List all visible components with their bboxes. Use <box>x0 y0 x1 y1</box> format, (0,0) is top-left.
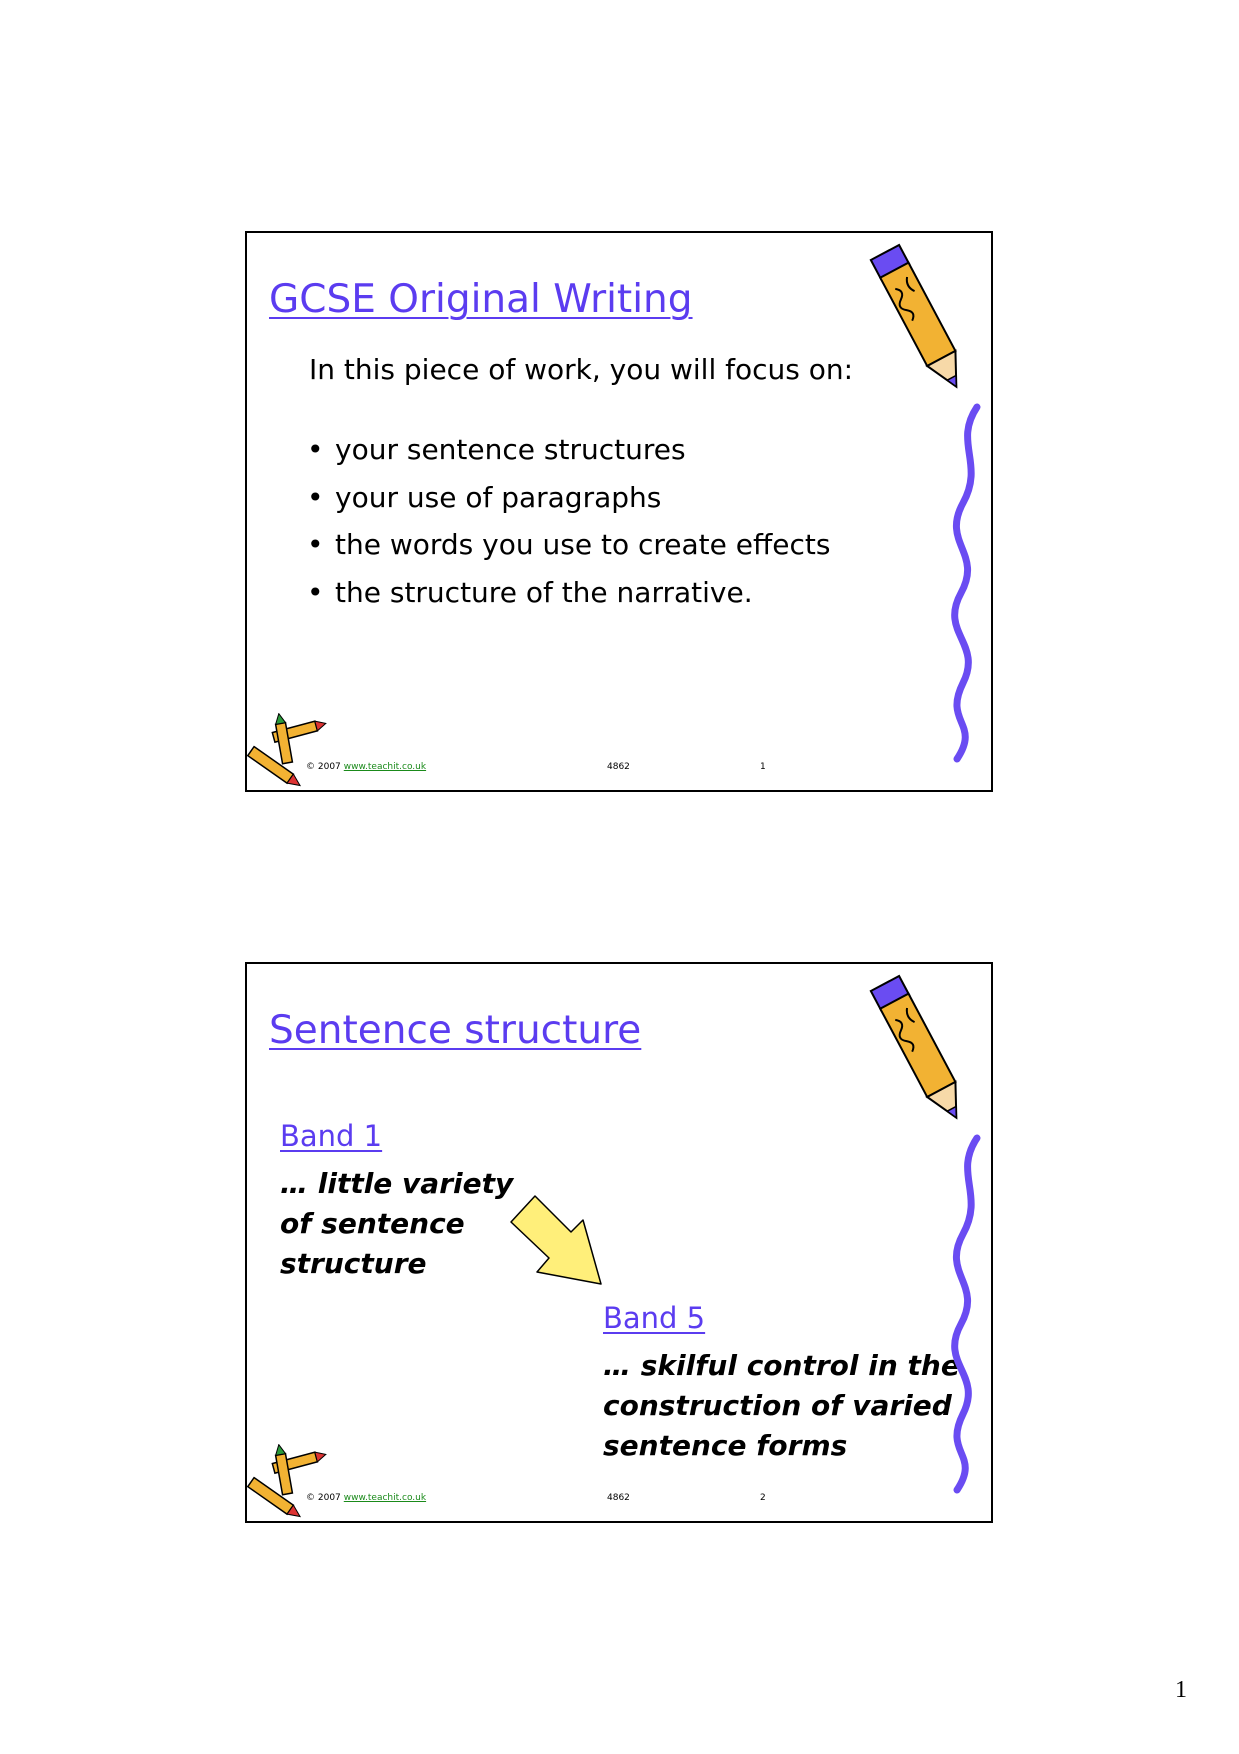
crayons-icon <box>247 713 337 788</box>
pencil-icon <box>867 235 977 405</box>
bullet-text: your sentence structures <box>335 433 686 466</box>
list-item: • the words you use to create effects <box>307 528 831 561</box>
slide-2 <box>245 962 993 1523</box>
bullet-text: your use of paragraphs <box>335 480 662 514</box>
squiggle-decoration <box>949 403 989 763</box>
band-1-description: … little variety of sentence structure <box>280 1167 514 1280</box>
arrow-icon <box>509 1192 609 1292</box>
slide-number: 1 <box>760 762 766 772</box>
slide-title: GCSE Original Writing <box>269 277 693 322</box>
squiggle-decoration <box>949 1134 989 1494</box>
pencil-icon <box>867 966 977 1136</box>
list-item: • your sentence structures <box>307 433 686 466</box>
band-5-label: Band 5 <box>603 1301 706 1335</box>
band-1-label: Band 1 <box>280 1119 383 1153</box>
teachit-link[interactable]: www.teachit.co.uk <box>343 1493 427 1503</box>
list-item: • your use of paragraphs <box>307 480 662 514</box>
slide-1 <box>245 231 993 792</box>
resource-code: 4862 <box>607 1493 630 1503</box>
bullet-text: the words you use to create effects <box>335 528 831 561</box>
slide-number: 2 <box>760 1493 766 1503</box>
slide-footer <box>247 1493 991 1507</box>
crayons-icon <box>247 1444 337 1519</box>
slide-footer <box>247 762 991 776</box>
teachit-link[interactable]: www.teachit.co.uk <box>343 762 427 772</box>
resource-code: 4862 <box>607 762 630 772</box>
bullet-text: the structure of the narrative. <box>335 575 753 609</box>
copyright: © 2007 www.teachit.co.uk <box>306 1493 427 1503</box>
copyright: © 2007 www.teachit.co.uk <box>306 762 427 772</box>
list-item: • the structure of the narrative. <box>307 575 753 609</box>
slide-intro: In this piece of work, you will focus on: <box>309 353 854 386</box>
page-number: 1 <box>1175 1677 1187 1703</box>
band-5-description: … skilful control in the construction of varied sentence forms <box>603 1349 960 1462</box>
bullet-list <box>307 433 830 623</box>
slide-title: Sentence structure <box>269 1008 642 1053</box>
